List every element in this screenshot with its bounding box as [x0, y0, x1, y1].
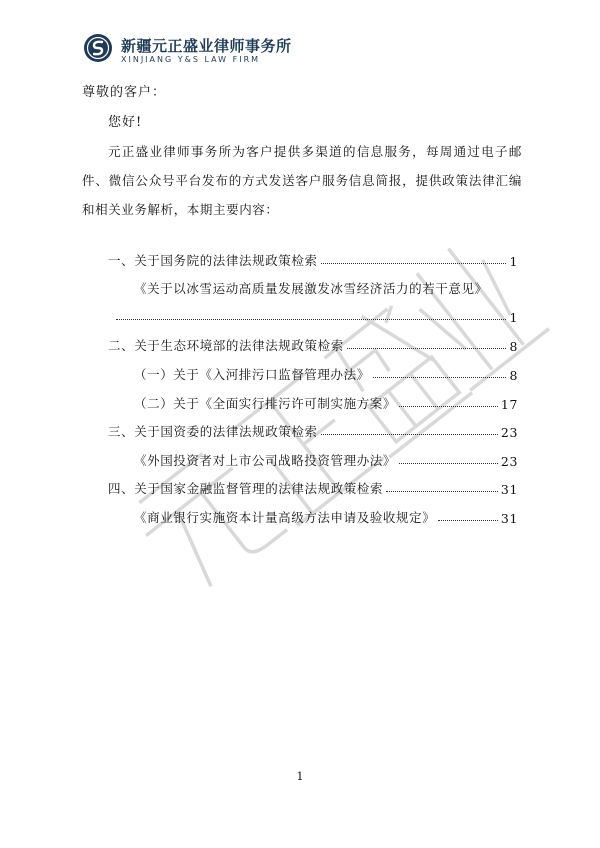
- toc-entry[interactable]: [108, 420, 518, 440]
- page-number: 1: [296, 770, 304, 783]
- intro-paragraph: 元正盛业律师事务所为客户提供多渠道的信息服务，每周通过电子邮件、微信公众号平台发布的方式发送客户服务信息简报，提供政策法律汇编和相关业务解析，本期主要内容：: [82, 144, 522, 217]
- toc-leader: [399, 406, 498, 407]
- firm-name-cn: 新疆元正盛业律师事务所: [121, 37, 292, 55]
- toc-entry-page: 1: [509, 310, 518, 325]
- toc-entry-page: 8: [509, 368, 518, 383]
- toc-leader: [321, 434, 498, 435]
- toc-entry-continuation[interactable]: [116, 305, 518, 325]
- toc-entry-title: 一、关于国务院的法律法规政策检索: [108, 253, 318, 268]
- toc-leader: [347, 348, 507, 349]
- firm-logo-icon: [83, 33, 113, 63]
- toc-entry[interactable]: [134, 277, 518, 297]
- toc-entry-title: 二、关于生态环境部的法律法规政策检索: [108, 338, 344, 353]
- toc-entry-page: 23: [500, 454, 518, 469]
- greeting: 您好!: [108, 115, 143, 130]
- toc-entry-page: 17: [500, 397, 518, 412]
- toc-entry[interactable]: [108, 477, 518, 497]
- toc-leader: [321, 263, 507, 264]
- toc-entry[interactable]: [134, 363, 518, 383]
- toc-entry[interactable]: [134, 506, 518, 526]
- toc-entry-title: 《商业银行实施资本计量高级方法申请及验收规定》: [134, 510, 436, 525]
- toc-leader: [386, 491, 498, 492]
- toc-leader: [116, 319, 506, 320]
- toc-leader: [399, 463, 498, 464]
- toc-entry-title: 四、关于国家金融监督管理的法律法规政策检索: [108, 481, 384, 496]
- toc-entry-page: 31: [500, 482, 518, 497]
- toc-entry-title: （二）关于《全面实行排污许可制实施方案》: [134, 396, 397, 411]
- toc-entry-page: 31: [500, 511, 518, 526]
- toc-leader: [373, 377, 507, 378]
- toc-entry-title: （一）关于《入河排污口监督管理办法》: [134, 367, 370, 382]
- toc-entry[interactable]: [134, 449, 518, 469]
- firm-name-en: XINJIANG Y&S LAW FIRM: [121, 55, 261, 64]
- toc-entry-title: 三、关于国资委的法律法规政策检索: [108, 424, 318, 439]
- salutation: 尊敬的客户：: [82, 85, 167, 100]
- toc-entry-title: 《关于以冰雪运动高质量发展激发冰雪经济活力的若干意见》: [134, 281, 488, 296]
- toc-entry-page: 23: [500, 425, 518, 440]
- toc-entry[interactable]: [108, 334, 518, 354]
- toc-entry-title: 《外国投资者对上市公司战略投资管理办法》: [134, 453, 397, 468]
- toc-entry[interactable]: [108, 249, 518, 269]
- toc-leader: [438, 520, 498, 521]
- toc-entry[interactable]: [134, 392, 518, 412]
- toc-entry-page: 1: [509, 254, 518, 269]
- toc-entry-page: 8: [509, 339, 518, 354]
